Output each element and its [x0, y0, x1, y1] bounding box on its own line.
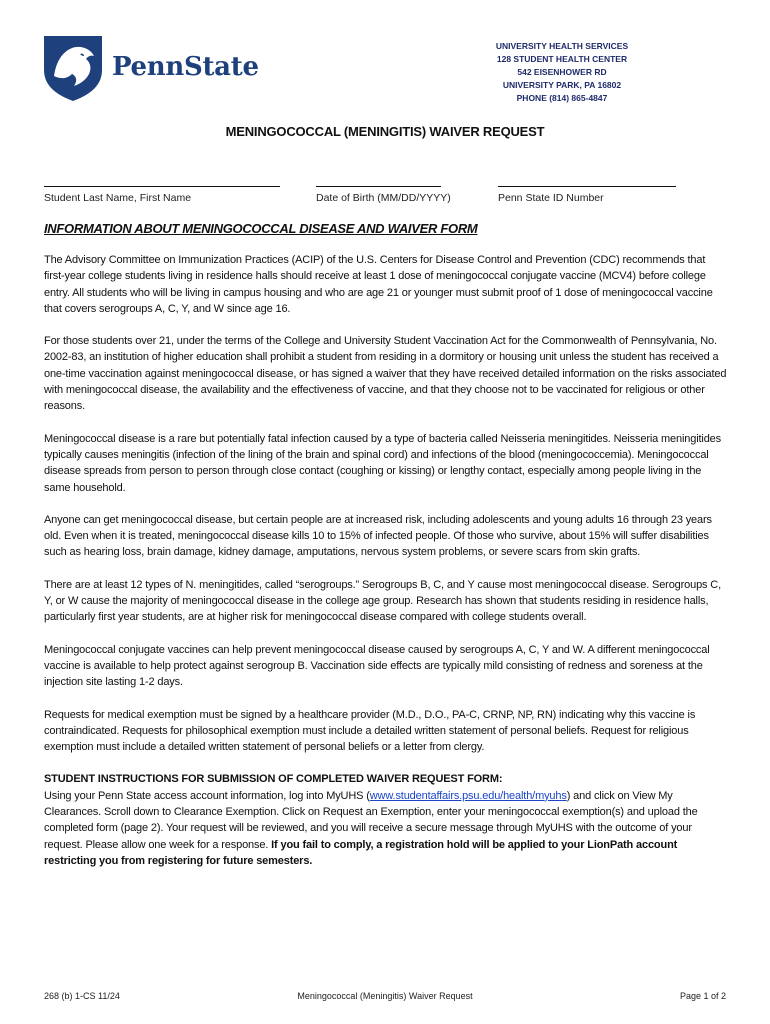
footer-form-name: Meningococcal (Meningitis) Waiver Request	[297, 991, 473, 1001]
address-line: 542 EISENHOWER RD	[517, 67, 607, 77]
paragraph-exemptions: Requests for medical exemption must be signed by a healthcare provider (M.D., D.O., PA-C, CRNP, NP, RN) indicating why this vaccine is contraindicated. Requests for philosophical exemption must include a detailed written statement of personal beliefs. Request for religious exemption must include a detailed written statement of personal beliefs or a letter from clergy.	[44, 708, 696, 754]
student-name-label: Student Last Name, First Name	[44, 192, 192, 204]
document-body	[44, 252, 728, 885]
date-of-birth-field[interactable]	[316, 180, 451, 204]
address-line: PHONE (814) 865-4847	[516, 93, 608, 103]
form-title: MENINGOCOCCAL (MENINGITIS) WAIVER REQUEST	[225, 124, 545, 139]
paragraph-serogroups: There are at least 12 types of N. meningitides, called “serogroups.” Serogroups B, C, and Y cause most meningococcal disease. Serogroups C, Y, or W cause the majority of meningococcal disease in the college age group. Research has shown that students residing in residence halls, particularly first year students, are at higher risk for meningococcal disease compared with college students overall.	[44, 578, 722, 624]
instructions-text-continued: ) and click on View My Clearances. Scroll down to Clearance Exemption. Click on Request an Exemption, enter your meningococcal exemption(s) and upload the completed form (page 2). Your request will be reviewed, and you will receive a secure message through MyUHS with the outcome of your request. Please allow one week for a response.	[44, 789, 698, 851]
psu-id-field[interactable]	[498, 180, 676, 204]
footer-form-code: 268 (b) 1-CS 11/24	[44, 991, 120, 1001]
footer-page-number: Page 1 of 2	[679, 991, 726, 1001]
address-line: UNIVERSITY PARK, PA 16802	[502, 80, 622, 90]
date-of-birth-label: Date of Birth (MM/DD/YYYY)	[316, 192, 451, 204]
nittany-lion-shield-icon	[42, 32, 104, 102]
instructions-text: Using your Penn State access account information, log into MyUHS (	[44, 789, 370, 802]
student-name-line[interactable]	[44, 180, 280, 187]
student-name-field[interactable]	[44, 180, 280, 204]
paragraph-over-21: For those students over 21, under the terms of the College and University Student Vaccination Act for the Commonwealth of Pennsylvania, No. 2002-83, an institution of higher education shall prohibit a student from residing in a dormitory or housing unit unless the student has received a one-time vaccination against meningococcal disease, or has signed a waiver that they have received detailed information on the risks associated with meningococcal disease, the availability and the effectiveness of vaccine, and that they choose not to be vaccinated for religious or other reasons.	[44, 335, 727, 413]
myuhs-link[interactable]: www.studentaffairs.psu.edu/health/myuhs	[369, 789, 567, 802]
date-of-birth-line[interactable]	[316, 180, 441, 187]
paragraph-acip: The Advisory Committee on Immunization Practices (ACIP) of the U.S. Centers for Disease Control and Prevention (CDC) recommends that first-year college students living in residence halls should receive at least 1 dose of meningococcal conjugate vaccine (MCV4) before college entry. All students who will be living in campus housing and who are age 21 or younger must submit proof of 1 dose of meningococcal vaccine that covers serogroups A, C, Y, and W since age 16.	[44, 254, 713, 315]
psu-id-line[interactable]	[498, 180, 676, 187]
instructions-heading: STUDENT INSTRUCTIONS FOR SUBMISSION OF COMPLETED WAIVER REQUEST FORM:	[44, 773, 503, 786]
psu-id-label: Penn State ID Number	[498, 192, 604, 204]
paragraph-vaccines: Meningococcal conjugate vaccines can help prevent meningococcal disease caused by serogroups A, C, Y and W. A different meningococcal vaccine is available to help protect against serogroup B. Vaccination side effects are typically mild consisting of redness and soreness at the injection site lasting 1-2 days.	[44, 643, 710, 689]
instructions-block	[44, 771, 728, 869]
address-line: UNIVERSITY HEALTH SERVICES	[495, 41, 629, 51]
paragraph-risk: Anyone can get meningococcal disease, but certain people are at increased risk, including adolescents and young adults 16 through 23 years old. Even when it is treated, meningococcal disease kills 10 to 15% of infected people. Of those who survive, about 15% will suffer disabilities such as hearing loss, brain damage, kidney damage, amputations, nervous system problems, or severe scars from skin grafts.	[44, 513, 712, 559]
paragraph-disease: Meningococcal disease is a rare but potentially fatal infection caused by a type of bacteria called Neisseria meningitides. Neisseria meningitides typically causes meningitis (infection of the lining of the brain and spinal cord) and infections of the blood (meningococcemia). Meningococcal disease spreads from person to person through close contact (coughing or kissing) or lengthy contact, especially among people living in the same household.	[44, 432, 721, 494]
pennstate-logo	[42, 32, 259, 102]
section-heading: INFORMATION ABOUT MENINGOCOCCAL DISEASE AND WAIVER FORM	[44, 221, 478, 236]
logo-wordmark: PennState	[112, 52, 259, 82]
address-block	[462, 40, 662, 105]
address-line: 128 STUDENT HEALTH CENTER	[496, 54, 628, 64]
registration-hold-warning: If you fail to comply, a registration hold will be applied to your LionPath account restricting you from registering for future semesters.	[44, 838, 678, 867]
